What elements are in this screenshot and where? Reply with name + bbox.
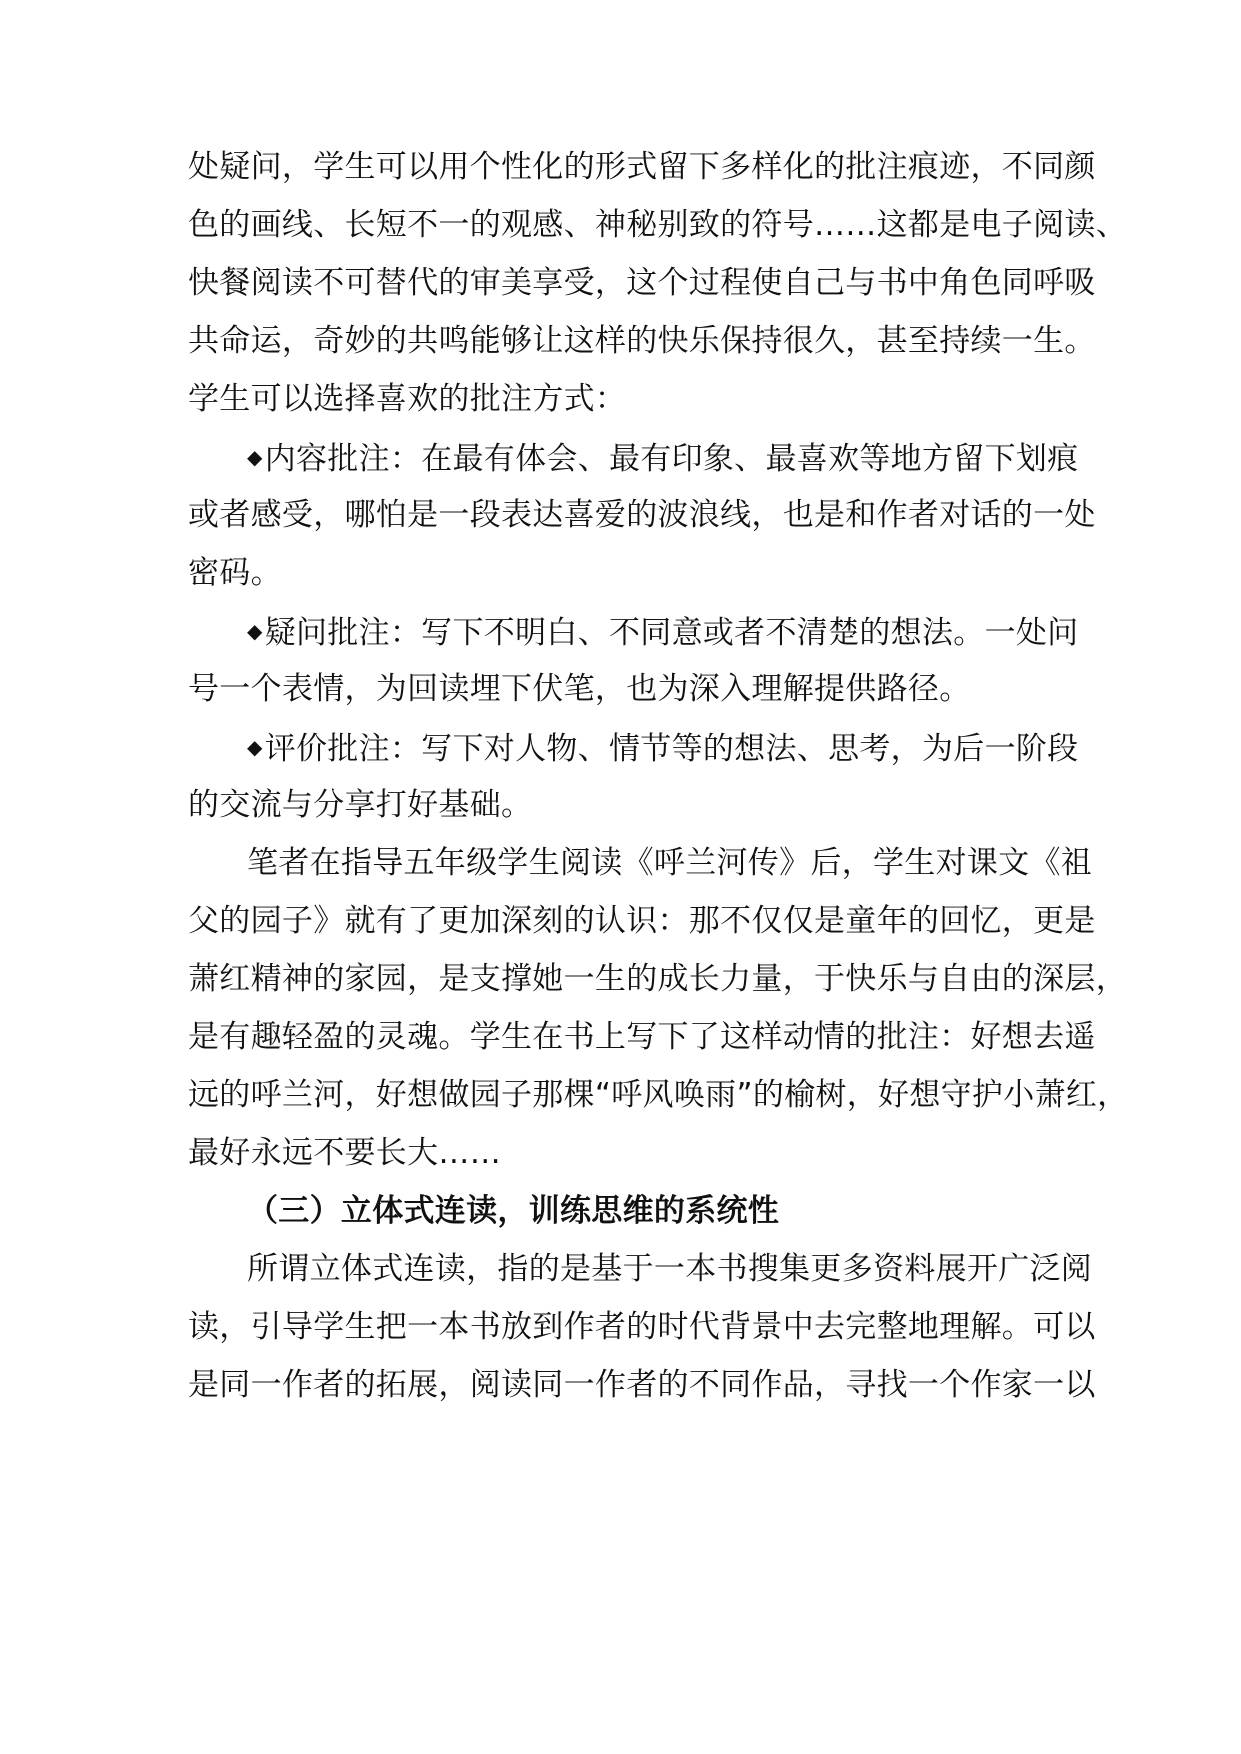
bullet-item-question-annotation (247, 611, 1078, 653)
bullet-item-content-annotation (247, 437, 1078, 479)
paragraph-line: 共命运，奇妙的共鸣能够让这样的快乐保持很久，甚至持续一生。 (188, 323, 1096, 359)
paragraph-line: 密码。 (188, 555, 282, 591)
paragraph-line: 父的园子》就有了更加深刻的认识：那不仅仅是童年的回忆，更是 (188, 903, 1096, 939)
diamond-bullet-icon: ◆ (247, 619, 263, 643)
paragraph-line: 号一个表情，为回读埋下伏笔，也为深入理解提供路径。 (188, 671, 971, 707)
diamond-bullet-icon: ◆ (247, 445, 263, 469)
paragraph-line: 所谓立体式连读，指的是基于一本书搜集更多资料展开广泛阅 (247, 1251, 1093, 1287)
paragraph-line: 读，引导学生把一本书放到作者的时代背景中去完整地理解。可以 (188, 1309, 1096, 1345)
paragraph-line: 笔者在指导五年级学生阅读《呼兰河传》后，学生对课文《祖 (247, 845, 1093, 881)
paragraph-line: 处疑问，学生可以用个性化的形式留下多样化的批注痕迹，不同颜 (188, 149, 1096, 185)
paragraph-line: 是有趣轻盈的灵魂。学生在书上写下了这样动情的批注：好想去遥 (188, 1019, 1096, 1055)
bullet-text: 内容批注：在最有体会、最有印象、最喜欢等地方留下划痕 (264, 441, 1079, 477)
section-heading: （三）立体式连读，训练思维的系统性 (247, 1193, 780, 1229)
paragraph-line: 是同一作者的拓展，阅读同一作者的不同作品，寻找一个作家一以 (188, 1367, 1096, 1403)
paragraph-line: 或者感受，哪怕是一段表达喜爱的波浪线，也是和作者对话的一处 (188, 497, 1096, 533)
diamond-bullet-icon: ◆ (247, 735, 263, 759)
paragraph-line: 快餐阅读不可替代的审美享受，这个过程使自己与书中角色同呼吸 (188, 265, 1096, 301)
paragraph-line: 萧红精神的家园，是支撑她一生的成长力量，于快乐与自由的深层， (188, 961, 1127, 997)
bullet-text: 评价批注：写下对人物、情节等的想法、思考，为后一阶段 (264, 731, 1079, 767)
paragraph-line: 色的画线、长短不一的观感、神秘别致的符号……这都是电子阅读、 (188, 207, 1127, 243)
paragraph-line: 的交流与分享打好基础。 (188, 787, 533, 823)
paragraph-line: 最好永远不要长大…… (188, 1135, 501, 1171)
bullet-text: 疑问批注：写下不明白、不同意或者不清楚的想法。一处问 (264, 615, 1079, 651)
bullet-item-evaluation-annotation (247, 727, 1078, 769)
paragraph-line: 远的呼兰河，好想做园子那棵“呼风唤雨”的榆树，好想守护小萧红， (188, 1077, 1129, 1113)
paragraph-line: 学生可以选择喜欢的批注方式： (188, 381, 627, 417)
